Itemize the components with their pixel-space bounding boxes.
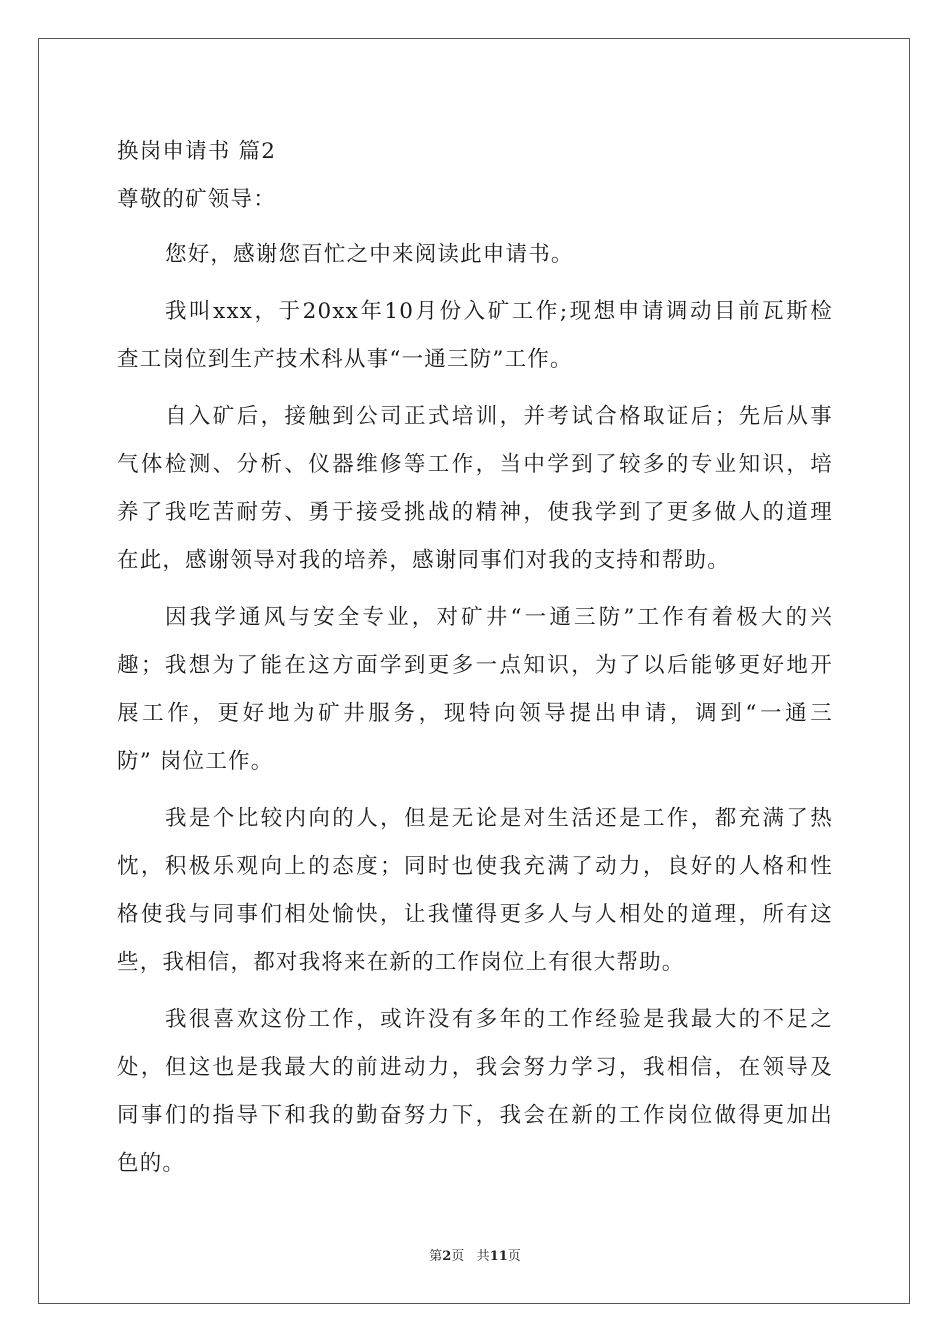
paragraph bbox=[117, 231, 833, 279]
paragraph bbox=[117, 996, 833, 1188]
document-body bbox=[117, 128, 833, 1188]
document-title: 换岗申请书 篇2 bbox=[117, 139, 277, 164]
salutation: 尊敬的矿领导： bbox=[117, 187, 276, 212]
paragraph-line: 养了我吃苦耐劳、勇于接受挑战的精神，使我学到了更多做人的道理 bbox=[117, 500, 833, 525]
paragraph-line: 色的。 bbox=[117, 1151, 186, 1176]
page-suffix: 页 bbox=[451, 1249, 465, 1264]
paragraph-line: 我很喜欢这份工作，或许没有多年的工作经验是我最大的不足之 bbox=[165, 1007, 833, 1032]
total-prefix: 共 bbox=[476, 1249, 490, 1264]
page-number: 2 bbox=[442, 1249, 452, 1264]
paragraph-line: 忱，积极乐观向上的态度；同时也使我充满了动力，良好的人格和性 bbox=[117, 854, 833, 879]
paragraph-line: 我叫xxx，于20xx年10月份入矿工作;现想申请调动目前瓦斯检 bbox=[165, 299, 833, 324]
paragraph-line: 趣；我想为了能在这方面学到更多一点知识，为了以后能够更好地开 bbox=[117, 653, 833, 678]
page-prefix: 第 bbox=[429, 1249, 443, 1264]
paragraph-line: 些，我相信，都对我将来在新的工作岗位上有很大帮助。 bbox=[117, 950, 685, 975]
paragraph-line: 同事们的指导下和我的勤奋努力下，我会在新的工作岗位做得更加出 bbox=[117, 1103, 833, 1128]
paragraph-line: 您好，感谢您百忙之中来阅读此申请书。 bbox=[165, 242, 574, 267]
paragraph bbox=[117, 288, 833, 384]
paragraph-line: 查工岗位到生产技术科从事“一通三防”工作。 bbox=[117, 347, 573, 372]
total-pages: 11 bbox=[489, 1249, 508, 1264]
page-footer bbox=[0, 1248, 950, 1266]
paragraph-line: 在此，感谢领导对我的培养，感谢同事们对我的支持和帮助。 bbox=[117, 548, 730, 573]
paragraph bbox=[117, 795, 833, 987]
paragraph-line: 展工作，更好地为矿井服务，现特向领导提出申请，调到“一通三 bbox=[117, 701, 833, 726]
paragraph bbox=[117, 594, 833, 786]
paragraph-line: 格使我与同事们相处愉快，让我懂得更多人与人相处的道理，所有这 bbox=[117, 902, 833, 927]
paragraph-line: 我是个比较内向的人，但是无论是对生活还是工作，都充满了热 bbox=[165, 806, 833, 831]
total-suffix: 页 bbox=[507, 1249, 521, 1264]
paragraph-line: 处，但这也是我最大的前进动力，我会努力学习，我相信，在领导及 bbox=[117, 1055, 833, 1080]
paragraph-line: 防” 岗位工作。 bbox=[117, 749, 274, 774]
paragraph-line: 自入矿后，接触到公司正式培训，并考试合格取证后；先后从事 bbox=[165, 404, 833, 429]
paragraph bbox=[117, 393, 833, 585]
paragraph-line: 因我学通风与安全专业，对矿井“一通三防”工作有着极大的兴 bbox=[165, 605, 833, 630]
paragraph-line: 气体检测、分析、仪器维修等工作，当中学到了较多的专业知识，培 bbox=[117, 452, 833, 477]
